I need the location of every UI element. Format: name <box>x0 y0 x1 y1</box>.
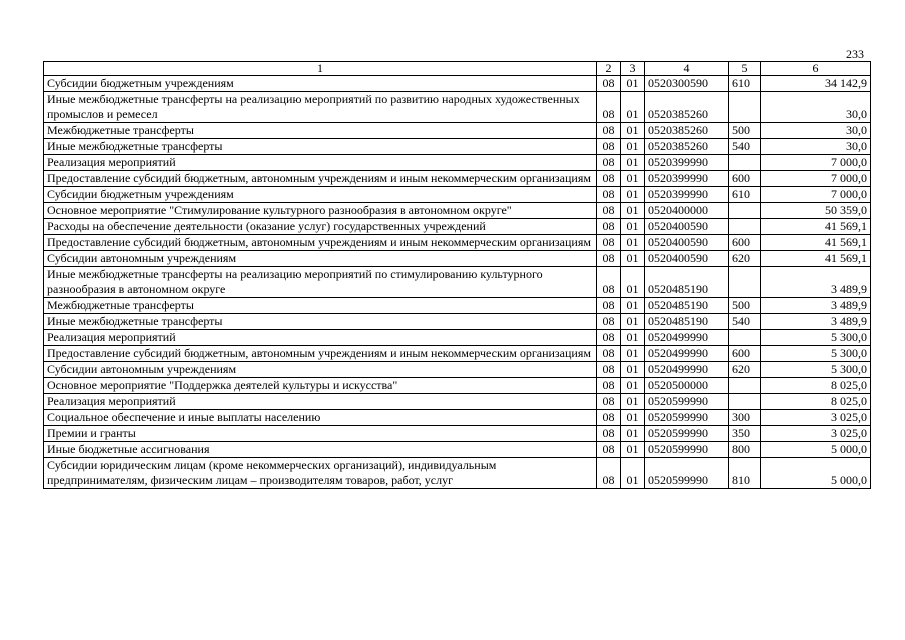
cell-target-article: 0520385260 <box>645 123 729 139</box>
cell-target-article: 0520485190 <box>645 298 729 314</box>
cell-target-article: 0520485190 <box>645 267 729 298</box>
table-row <box>44 410 871 426</box>
cell-target-article: 0520499990 <box>645 362 729 378</box>
cell-name: Реализация мероприятий <box>44 330 597 346</box>
cell-expense-type: 540 <box>729 314 761 330</box>
column-header-target-article: 4 <box>645 62 729 76</box>
table-row <box>44 378 871 394</box>
cell-subsection: 01 <box>621 187 645 203</box>
cell-name: Субсидии автономным учреждениям <box>44 251 597 267</box>
column-header-amount: 6 <box>761 62 871 76</box>
header-row <box>44 62 871 76</box>
cell-name: Межбюджетные трансферты <box>44 123 597 139</box>
table-row <box>44 330 871 346</box>
cell-expense-type <box>729 203 761 219</box>
cell-name: Иные межбюджетные трансферты <box>44 139 597 155</box>
table-row <box>44 267 871 298</box>
cell-amount: 41 569,1 <box>761 235 871 251</box>
cell-expense-type: 300 <box>729 410 761 426</box>
cell-section: 08 <box>597 378 621 394</box>
cell-subsection: 01 <box>621 139 645 155</box>
cell-amount: 41 569,1 <box>761 219 871 235</box>
cell-target-article: 0520385260 <box>645 139 729 155</box>
cell-subsection: 01 <box>621 219 645 235</box>
cell-target-article: 0520599990 <box>645 394 729 410</box>
cell-name: Предоставление субсидий бюджетным, автономным учреждениям и иным некоммерческим организациям <box>44 235 597 251</box>
cell-section: 08 <box>597 346 621 362</box>
cell-target-article: 0520385260 <box>645 92 729 123</box>
cell-section: 08 <box>597 219 621 235</box>
cell-subsection: 01 <box>621 346 645 362</box>
cell-name: Реализация мероприятий <box>44 155 597 171</box>
cell-amount: 8 025,0 <box>761 394 871 410</box>
cell-expense-type: 600 <box>729 171 761 187</box>
cell-target-article: 0520485190 <box>645 314 729 330</box>
cell-amount: 3 489,9 <box>761 298 871 314</box>
cell-name: Иные межбюджетные трансферты <box>44 314 597 330</box>
cell-target-article: 0520300590 <box>645 76 729 92</box>
cell-expense-type: 350 <box>729 426 761 442</box>
cell-expense-type <box>729 394 761 410</box>
cell-amount: 41 569,1 <box>761 251 871 267</box>
cell-name: Основное мероприятие "Стимулирование культурного разнообразия в автономном округе" <box>44 203 597 219</box>
cell-expense-type <box>729 330 761 346</box>
cell-subsection: 01 <box>621 442 645 458</box>
cell-expense-type: 600 <box>729 235 761 251</box>
cell-name: Субсидии бюджетным учреждениям <box>44 76 597 92</box>
cell-expense-type: 620 <box>729 251 761 267</box>
table-row <box>44 171 871 187</box>
table-row <box>44 155 871 171</box>
cell-section: 08 <box>597 76 621 92</box>
cell-expense-type <box>729 155 761 171</box>
cell-expense-type <box>729 267 761 298</box>
cell-expense-type: 610 <box>729 76 761 92</box>
cell-subsection: 01 <box>621 458 645 489</box>
cell-section: 08 <box>597 298 621 314</box>
cell-amount: 5 300,0 <box>761 346 871 362</box>
cell-section: 08 <box>597 426 621 442</box>
cell-section: 08 <box>597 394 621 410</box>
cell-subsection: 01 <box>621 330 645 346</box>
cell-section: 08 <box>597 155 621 171</box>
table-row <box>44 251 871 267</box>
cell-name: Иные бюджетные ассигнования <box>44 442 597 458</box>
cell-expense-type: 610 <box>729 187 761 203</box>
cell-section: 08 <box>597 203 621 219</box>
cell-amount: 5 000,0 <box>761 458 871 489</box>
cell-target-article: 0520599990 <box>645 458 729 489</box>
cell-target-article: 0520400590 <box>645 219 729 235</box>
column-header-expense-type: 5 <box>729 62 761 76</box>
table-row <box>44 187 871 203</box>
page-number: 233 <box>846 47 864 61</box>
table-row <box>44 123 871 139</box>
table-row <box>44 346 871 362</box>
cell-subsection: 01 <box>621 362 645 378</box>
cell-subsection: 01 <box>621 251 645 267</box>
cell-section: 08 <box>597 314 621 330</box>
cell-subsection: 01 <box>621 267 645 298</box>
cell-section: 08 <box>597 92 621 123</box>
cell-target-article: 0520499990 <box>645 330 729 346</box>
cell-amount: 8 025,0 <box>761 378 871 394</box>
cell-amount: 5 300,0 <box>761 362 871 378</box>
cell-amount: 7 000,0 <box>761 171 871 187</box>
cell-name: Расходы на обеспечение деятельности (оказание услуг) государственных учреждений <box>44 219 597 235</box>
cell-name: Социальное обеспечение и иные выплаты населению <box>44 410 597 426</box>
cell-subsection: 01 <box>621 378 645 394</box>
cell-expense-type: 620 <box>729 362 761 378</box>
cell-name: Иные межбюджетные трансферты на реализацию мероприятий по развитию народных художественных промыслов и ремесел <box>44 92 597 123</box>
cell-section: 08 <box>597 330 621 346</box>
cell-name: Основное мероприятие "Поддержка деятелей культуры и искусства" <box>44 378 597 394</box>
cell-expense-type <box>729 219 761 235</box>
cell-expense-type: 500 <box>729 298 761 314</box>
cell-expense-type: 540 <box>729 139 761 155</box>
cell-target-article: 0520399990 <box>645 171 729 187</box>
table-row <box>44 362 871 378</box>
cell-subsection: 01 <box>621 314 645 330</box>
cell-target-article: 0520399990 <box>645 155 729 171</box>
cell-name: Премии и гранты <box>44 426 597 442</box>
cell-target-article: 0520599990 <box>645 410 729 426</box>
cell-name: Субсидии автономным учреждениям <box>44 362 597 378</box>
cell-section: 08 <box>597 187 621 203</box>
cell-section: 08 <box>597 442 621 458</box>
cell-subsection: 01 <box>621 235 645 251</box>
cell-name: Реализация мероприятий <box>44 394 597 410</box>
column-header-name: 1 <box>44 62 597 76</box>
cell-amount: 7 000,0 <box>761 187 871 203</box>
table-row <box>44 139 871 155</box>
cell-target-article: 0520400000 <box>645 203 729 219</box>
cell-name: Субсидии бюджетным учреждениям <box>44 187 597 203</box>
cell-expense-type <box>729 92 761 123</box>
cell-expense-type: 800 <box>729 442 761 458</box>
cell-amount: 30,0 <box>761 92 871 123</box>
cell-subsection: 01 <box>621 426 645 442</box>
cell-amount: 3 489,9 <box>761 267 871 298</box>
cell-subsection: 01 <box>621 410 645 426</box>
cell-amount: 5 000,0 <box>761 442 871 458</box>
cell-amount: 3 489,9 <box>761 314 871 330</box>
table-row <box>44 76 871 92</box>
table-row <box>44 458 871 489</box>
cell-target-article: 0520399990 <box>645 187 729 203</box>
cell-section: 08 <box>597 123 621 139</box>
cell-name: Межбюджетные трансферты <box>44 298 597 314</box>
table-row <box>44 442 871 458</box>
table-row <box>44 314 871 330</box>
cell-name: Иные межбюджетные трансферты на реализацию мероприятий по стимулированию культурного разнообразия в автономном округе <box>44 267 597 298</box>
cell-subsection: 01 <box>621 203 645 219</box>
cell-subsection: 01 <box>621 298 645 314</box>
table-row <box>44 298 871 314</box>
table-row <box>44 235 871 251</box>
table-row <box>44 92 871 123</box>
column-header-section: 2 <box>597 62 621 76</box>
table-row <box>44 394 871 410</box>
cell-target-article: 0520499990 <box>645 346 729 362</box>
cell-subsection: 01 <box>621 171 645 187</box>
cell-section: 08 <box>597 410 621 426</box>
cell-expense-type <box>729 378 761 394</box>
table-body <box>44 76 871 489</box>
cell-target-article: 0520500000 <box>645 378 729 394</box>
cell-section: 08 <box>597 267 621 298</box>
cell-amount: 30,0 <box>761 139 871 155</box>
cell-target-article: 0520599990 <box>645 426 729 442</box>
cell-name: Субсидии юридическим лицам (кроме некоммерческих организаций), индивидуальным предпринимателям, физическим лицам – производителям товаров, работ, услуг <box>44 458 597 489</box>
cell-section: 08 <box>597 362 621 378</box>
cell-name: Предоставление субсидий бюджетным, автономным учреждениям и иным некоммерческим организациям <box>44 346 597 362</box>
cell-amount: 34 142,9 <box>761 76 871 92</box>
column-header-subsection: 3 <box>621 62 645 76</box>
cell-amount: 3 025,0 <box>761 410 871 426</box>
cell-target-article: 0520400590 <box>645 251 729 267</box>
cell-amount: 50 359,0 <box>761 203 871 219</box>
cell-amount: 3 025,0 <box>761 426 871 442</box>
cell-expense-type: 500 <box>729 123 761 139</box>
cell-subsection: 01 <box>621 155 645 171</box>
cell-section: 08 <box>597 171 621 187</box>
table-header <box>44 62 871 76</box>
cell-expense-type: 600 <box>729 346 761 362</box>
table-row <box>44 426 871 442</box>
cell-subsection: 01 <box>621 76 645 92</box>
cell-amount: 7 000,0 <box>761 155 871 171</box>
budget-table <box>43 61 871 489</box>
cell-section: 08 <box>597 139 621 155</box>
cell-expense-type: 810 <box>729 458 761 489</box>
table-row <box>44 203 871 219</box>
cell-target-article: 0520599990 <box>645 442 729 458</box>
table-row <box>44 219 871 235</box>
cell-target-article: 0520400590 <box>645 235 729 251</box>
cell-section: 08 <box>597 251 621 267</box>
cell-name: Предоставление субсидий бюджетным, автономным учреждениям и иным некоммерческим организациям <box>44 171 597 187</box>
cell-section: 08 <box>597 458 621 489</box>
cell-subsection: 01 <box>621 394 645 410</box>
cell-subsection: 01 <box>621 92 645 123</box>
cell-amount: 5 300,0 <box>761 330 871 346</box>
cell-subsection: 01 <box>621 123 645 139</box>
cell-section: 08 <box>597 235 621 251</box>
cell-amount: 30,0 <box>761 123 871 139</box>
